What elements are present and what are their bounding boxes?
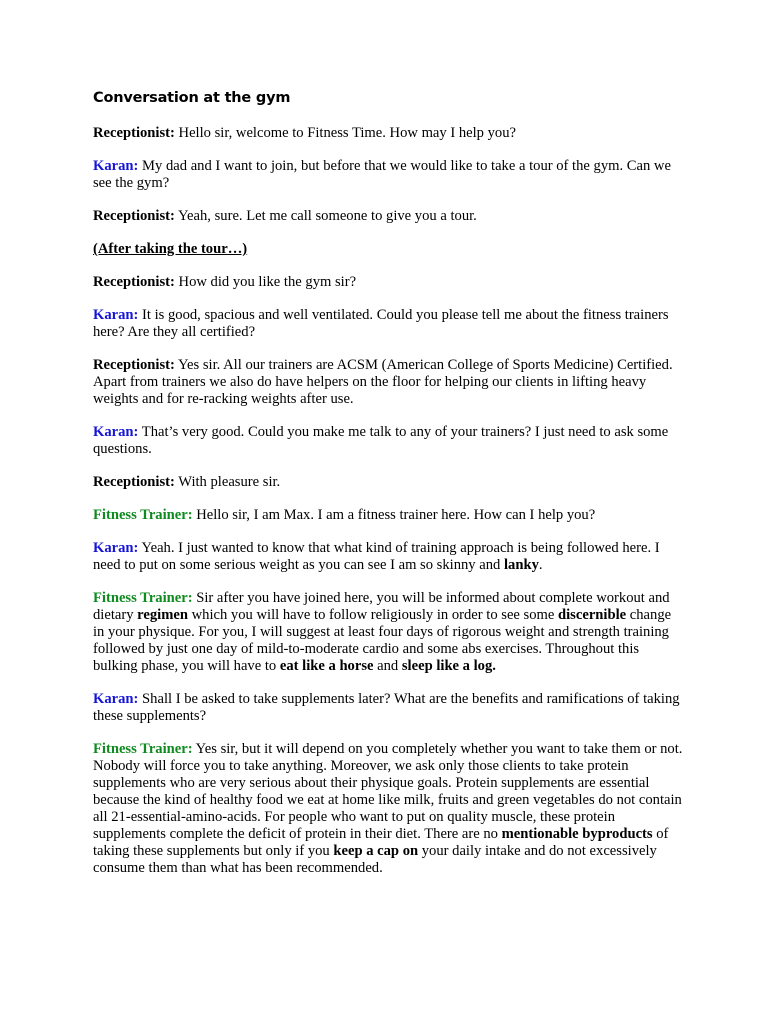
dialogue-line <box>93 741 683 877</box>
speaker-label: Fitness Trainer: <box>93 507 193 523</box>
dialogue-text: and <box>373 658 402 674</box>
speaker-label: Karan: <box>93 158 139 174</box>
dialogue-line <box>93 424 683 458</box>
dialogue-line <box>93 507 683 524</box>
speaker-label: Receptionist: <box>93 474 175 490</box>
dialogue-line <box>93 357 683 408</box>
dialogue-text: Yes sir. All our trainers are ACSM (American College of Sports Medicine) Certified. Apart from trainers we also do have helpers on the floor for helping our clients in lifting heavy weights and for re-racking weights after use. <box>93 357 673 407</box>
dialogue-text: Yes sir, but it will depend on you completely whether you want to take them or not. Nobody will force you to take anything. Moreover, we ask only those clients to take protein supplements who are very serious about their physique goals. Protein supplements are essential because the kind of healthy food we eat at home like milk, fruits and green vegetables do not contain all 21-essential-amino-acids. For people who want to put on quality muscle, these protein supplements complete the deficit of protein in their diet. There are no <box>93 741 683 842</box>
dialogue-text: My dad and I want to join, but before that we would like to take a tour of the gym. Can we see the gym? <box>93 158 671 191</box>
dialogue-text: Hello sir, I am Max. I am a fitness trainer here. How can I help you? <box>192 507 596 523</box>
dialogue-text: of taking these supplements but only if you <box>93 826 669 859</box>
speaker-label: Karan: <box>93 307 139 323</box>
dialogue-text: It is good, spacious and well ventilated. Could you please tell me about the fitness trainers here? Are they all certified? <box>93 307 669 340</box>
speaker-label: Receptionist: <box>93 357 175 373</box>
vocabulary-term: lanky <box>503 557 539 573</box>
stage-direction <box>93 241 683 258</box>
dialogue-line <box>93 274 683 291</box>
dialogue-body <box>93 125 683 877</box>
dialogue-text: your daily intake and do not excessively consume them than what has been recommended. <box>93 843 657 876</box>
stage-direction-text: (After taking the tour…) <box>93 241 248 257</box>
dialogue-text: Hello sir, welcome to Fitness Time. How may I help you? <box>174 125 516 141</box>
dialogue-line <box>93 125 683 142</box>
vocabulary-term: keep a cap on <box>333 843 419 859</box>
speaker-label: Receptionist: <box>93 125 175 141</box>
speaker-label: Receptionist: <box>93 208 175 224</box>
dialogue-line <box>93 691 683 725</box>
dialogue-text: Yeah, sure. Let me call someone to give you a tour. <box>174 208 477 224</box>
vocabulary-term: eat like a horse <box>279 658 374 674</box>
speaker-label: Karan: <box>93 424 139 440</box>
speaker-label: Receptionist: <box>93 274 175 290</box>
dialogue-text: Sir after you have joined here, you will be informed about complete workout and dietary <box>93 590 670 623</box>
dialogue-line <box>93 540 683 574</box>
vocabulary-term: discernible <box>558 607 627 623</box>
vocabulary-term: regimen <box>137 607 188 623</box>
speaker-label: Karan: <box>93 540 139 556</box>
dialogue-line <box>93 474 683 491</box>
dialogue-text: Shall I be asked to take supplements later? What are the benefits and ramifications of taking these supplements? <box>93 691 680 724</box>
dialogue-text: That’s very good. Could you make me talk to any of your trainers? I just need to ask some questions. <box>93 424 669 457</box>
speaker-label: Karan: <box>93 691 139 707</box>
dialogue-text: With pleasure sir. <box>174 474 281 490</box>
dialogue-text: change in your physique. For you, I will suggest at least four days of rigorous weight and strength training followed by just one day of mild-to-moderate cardio and some abs exercises. Throughout this bulking phase, you will have to <box>93 607 672 674</box>
vocabulary-term: mentionable byproducts <box>501 826 653 842</box>
speaker-label: Fitness Trainer: <box>93 741 193 757</box>
document-title: Conversation at the gym <box>93 90 291 106</box>
dialogue-line <box>93 307 683 341</box>
dialogue-line <box>93 158 683 192</box>
dialogue-text: . <box>538 557 543 573</box>
dialogue-text: How did you like the gym sir? <box>174 274 357 290</box>
document-page <box>93 88 683 893</box>
speaker-label: Fitness Trainer: <box>93 590 193 606</box>
dialogue-line <box>93 208 683 225</box>
dialogue-line <box>93 590 683 675</box>
dialogue-text: which you will have to follow religiously in order to see some <box>187 607 559 623</box>
dialogue-text: Yeah. I just wanted to know that what kind of training approach is being followed here. I need to put on some serious weight as you can see I am so skinny and <box>93 540 660 573</box>
vocabulary-term: sleep like a log. <box>401 658 496 674</box>
